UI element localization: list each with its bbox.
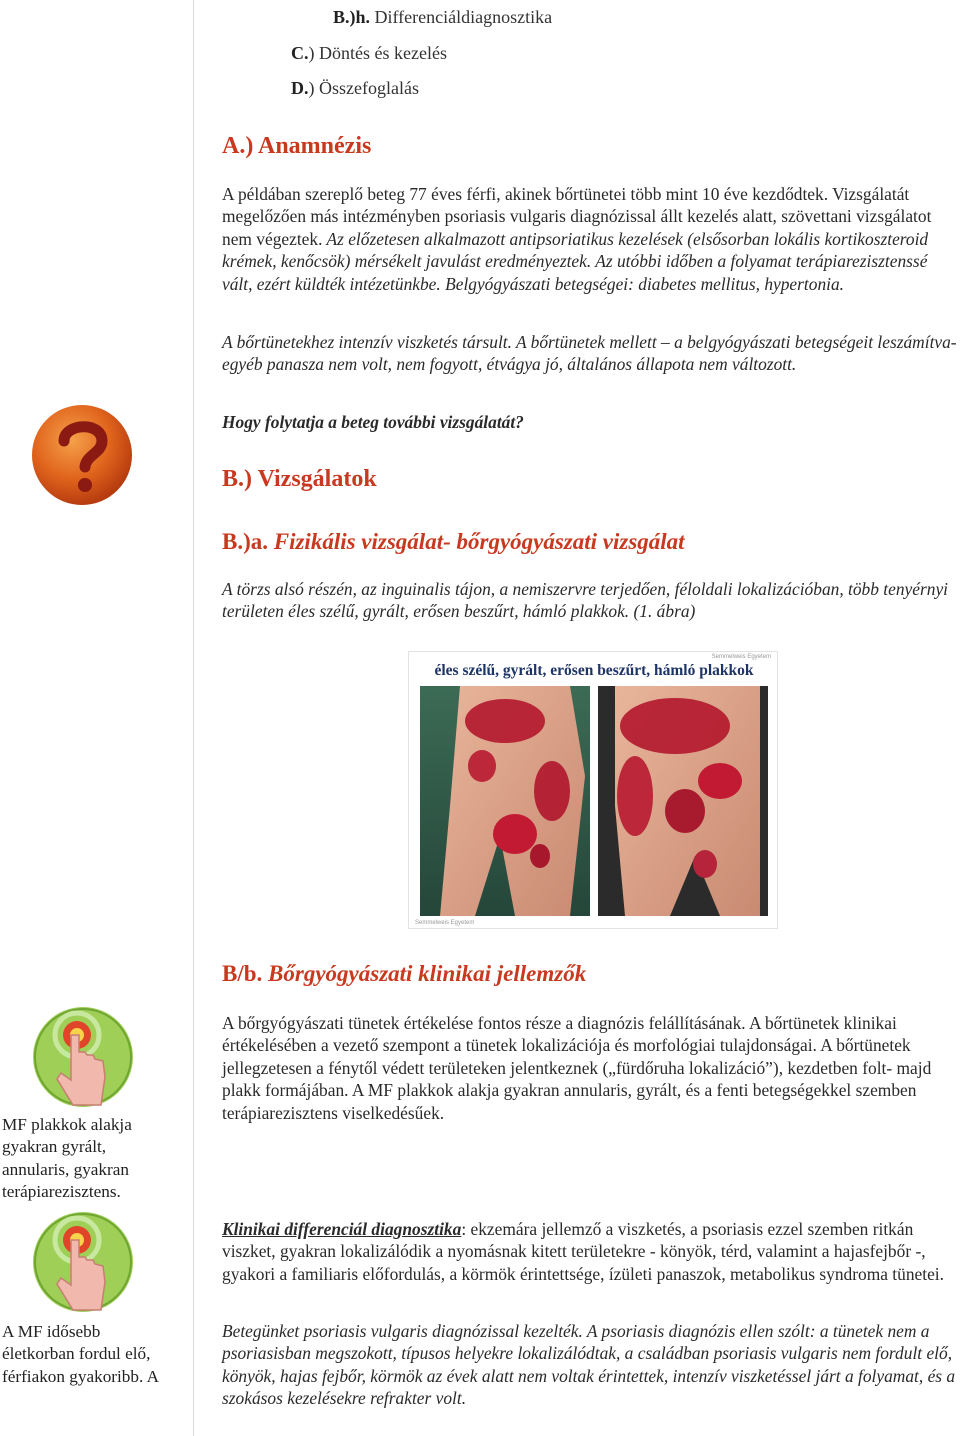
margin-divider	[193, 0, 194, 1436]
physical-exam-number: B.)a.	[222, 529, 268, 554]
question-mark-icon	[30, 403, 134, 507]
figure-watermark-top: Semmelweis Egyetem	[711, 654, 771, 660]
differential-text: : ekzemára jellemző a viszketés, a psoriasis ezzel szemben ritkán viszket, gyakran lokalizálódik a nyomásnak kitett területekre - könyök, térd, valamint a hajasfejbőr -, gyakori a familiaris előfordulás, a körmök érintettsége, ízületi panaszok, metabolikus syndroma tünetei.	[222, 1219, 944, 1284]
toc-d-text: ) Összefoglalás	[308, 78, 419, 98]
differential-label: Klinikai differenciál diagnosztika	[222, 1219, 462, 1239]
toc-item-d[interactable]	[291, 77, 419, 99]
anamnesis-question: Hogy folytatja a beteg további vizsgálatát?	[222, 412, 524, 432]
toc-item-c[interactable]	[291, 42, 447, 64]
sidebar-note-1: MF plakkok alakja gyakran gyrált, annularis, gyakran terápiarezisztens.	[2, 1115, 132, 1202]
conclusion-paragraph: Betegünket psoriasis vulgaris diagnózissal kezelték. A psoriasis diagnózis ellen szólt: a tünetek nem a psoriasisban megszokott, típusos helyekre lokalizálódtak, a családban psoriasis vulgaris nem fordult elő, könyök, hajas fejbőr, körmök az évek alatt nem voltak érintettek, intenzív viszketéssel járt a folyamat, és a szokásos kezelésekre refrakter volt.	[222, 1321, 956, 1409]
clinical-photo[interactable]	[408, 651, 778, 929]
toc-bh-number: B.)h.	[333, 7, 371, 27]
toc-bh-text: Differenciáldiagnosztika	[370, 7, 553, 27]
clinical-features-number: B/b.	[222, 961, 263, 986]
anamnesis-paragraph-2: A bőrtünetekhez intenzív viszketés társult. A bőrtünetek mellett – a belgyógyászati betegségeit leszámítva- egyéb panasza nem volt, nem fogyott, étvágya jó, általános állapota nem változott.	[222, 332, 957, 375]
anamnesis-text-plain: A példában szereplő beteg 77 éves férfi, akinek bőrtünetei több mint 10 éve kezdődtek. Vizsgálatát megelőzően más intézményben psoriasis vulgaris diagnózissal állt kezelés alatt, szövettani vizsgálatot nem végeztek.	[222, 184, 932, 249]
section-title-physical-exam	[222, 529, 685, 555]
clinical-features-title: Bőrgyógyászati klinikai jellemzők	[262, 961, 587, 986]
toc-c-text: ) Döntés és kezelés	[308, 43, 447, 63]
figure-watermark-bottom: Semmelweis Egyetem	[415, 920, 475, 926]
physical-exam-title: Fizikális vizsgálat- bőrgyógyászati vizsgálat	[268, 529, 685, 554]
section-title-examinations: B.) Vizsgálatok	[222, 466, 377, 492]
hand-pointer-icon	[31, 1210, 135, 1314]
section-title-clinical-features	[222, 961, 586, 987]
toc-d-number: D.	[291, 78, 309, 98]
differential-paragraph	[222, 1218, 958, 1285]
physical-exam-text: A törzs alsó részén, az inguinalis tájon, a nemiszervre terjedően, féloldali lokalizációban, több tenyérnyi területen éles szélű, gyrált, erősen beszűrt, hámló plakkok. (1. ábra)	[222, 579, 948, 622]
toc-c-number: C.	[291, 43, 309, 63]
hand-pointer-icon	[31, 1005, 135, 1109]
anamnesis-text-italic: Az előzetesen alkalmazott antipsoriatikus kezelések (elsősorban lokális kortikoszteroid krémek, kenőcsök) mérsékelt javulást eredményeztek. Az utóbbi időben a folyamat terápiarezisztenssé vált, ezért küldték intézetünkbe. Belgyógyászati betegségei: diabetes mellitus, hypertonia.	[222, 228, 929, 294]
section-title-anamnesis: A.) Anamnézis	[222, 133, 372, 159]
sidebar-note-2: A MF idősebb életkorban fordul elő, férfiakon gyakoribb. A	[2, 1322, 160, 1386]
figure-caption: éles szélű, gyrált, erősen beszűrt, hámló plakkok	[434, 662, 754, 679]
clinical-paragraph-1: A bőrgyógyászati tünetek értékelése fontos része a diagnózis felállításának. A bőrtünetek klinikai értékelésében a vezető szempont a tünetek lokalizációja és morfológiai tulajdonságai. A bőrtünetek jellegzetesen a fénytől védett területeken jelentkeznek („fürdőruha lokalizáció”), kezdetben folt- majd plakk formájában. A MF plakkok alakja gyakran annularis, gyrált, és a fenti betegségekkel szemben terápiarezisztens viselkedésűek.	[222, 1013, 932, 1123]
skin-lesion-image	[420, 686, 768, 916]
toc-item-bh[interactable]	[333, 6, 552, 28]
anamnesis-paragraph-1	[222, 183, 958, 295]
